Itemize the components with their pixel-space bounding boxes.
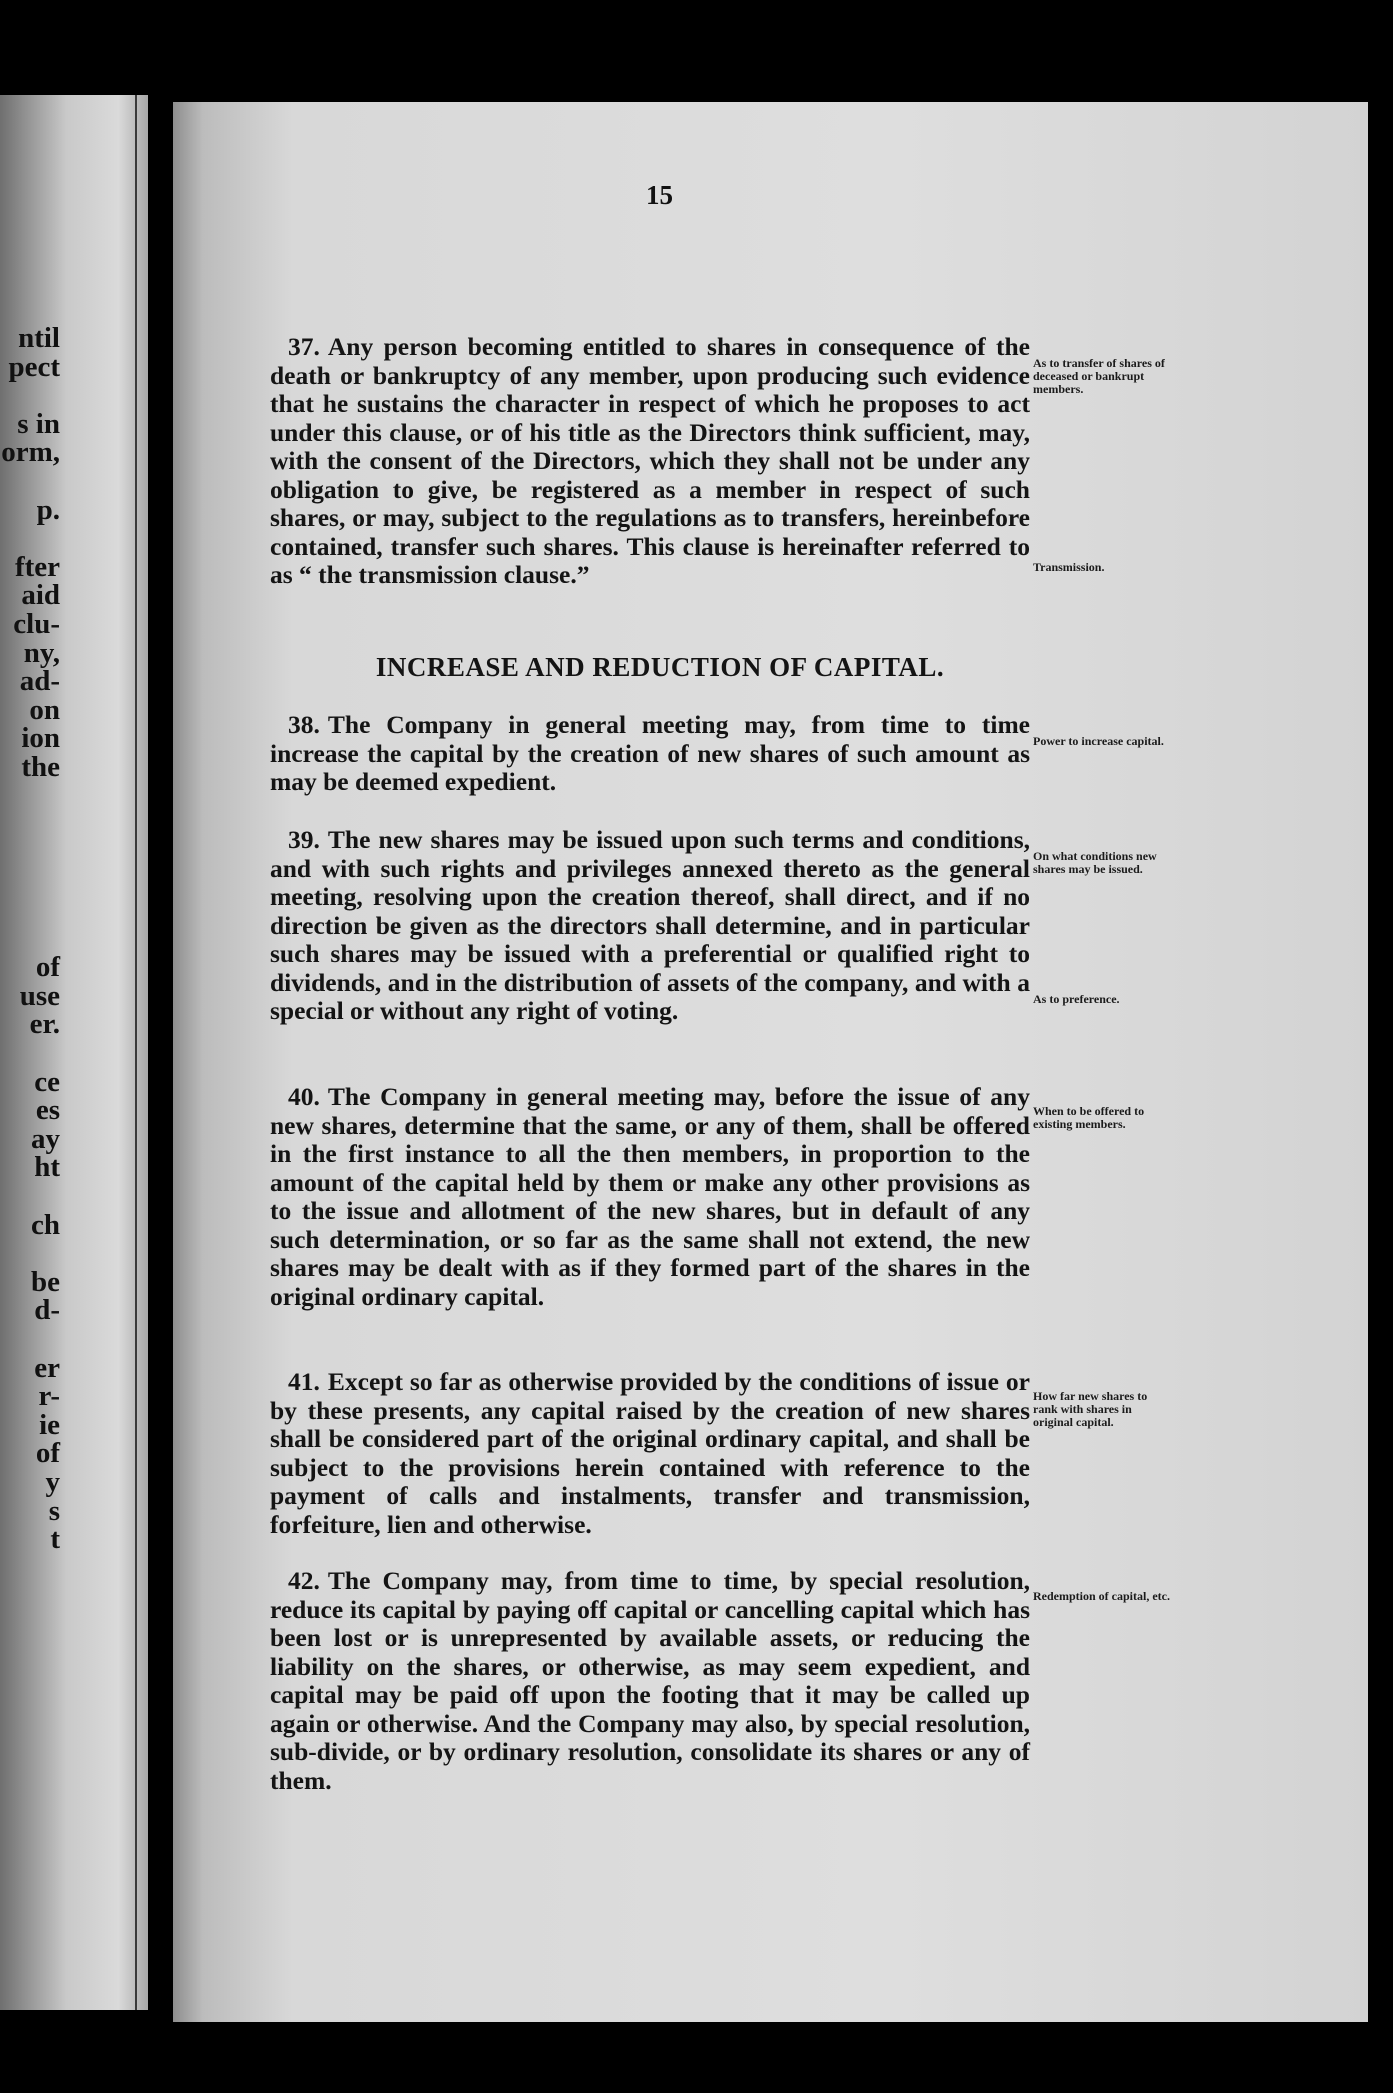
left-page-fragment: be	[31, 1265, 60, 1298]
margin-note-offered-members: When to be offered to existing members.	[1033, 1104, 1145, 1131]
margin-note-redemption: Redemption of capital, etc.	[1033, 1589, 1170, 1603]
margin-note-increase-capital: Power to increase capital.	[1033, 734, 1164, 748]
left-page-fragment: ion	[21, 722, 60, 755]
page-gutter	[135, 95, 137, 2010]
clause-38	[270, 711, 1030, 797]
left-page-fragment: ce	[34, 1065, 60, 1098]
left-page-fragment: ht	[34, 1151, 60, 1184]
clause-37	[270, 333, 1030, 590]
left-page-fragment: clu-	[13, 608, 60, 640]
margin-note-rank-shares: How far new shares to rank with shares in original capital.	[1033, 1389, 1148, 1429]
clause-text: Any person becoming entitled to shares in consequence of the death or bankruptcy of any member, upon producing such evidence that he sustains the character in respect of which he proposes to act under this clause, or of his title as the Directors think sufficient, may, with the consent of the Directors, which they shall not be under any obligation to give, be registered as a member in respect of such shares, or may, subject to the regulations as to transfers, hereinbefore contained, transfer such shares. This clause is hereinafter referred to as “ the transmission clause.”	[270, 332, 1030, 589]
left-page-fragment: ay	[31, 1122, 60, 1155]
left-page-fragment: use	[19, 979, 60, 1012]
section-heading: INCREASE AND REDUCTION OF CAPITAL.	[375, 652, 945, 682]
left-page-fragment: of	[35, 951, 60, 984]
left-page-fragment: es	[35, 1094, 60, 1127]
left-page-fragment: ntil	[18, 322, 60, 354]
left-page-fragment: pect	[8, 350, 60, 383]
clause-number: 41.	[288, 1367, 320, 1396]
clause-text: The Company in general meeting may, before the issue of any new shares, determine that the same, or any of them, shall be offered in the first instance to all the then members, in proportion to the amount of the capital held by them or make any other provisions as to the issue and allotment of the new shares, but in default of any such determination, or so far as the same shall not extend, the new shares may be dealt with as if they formed part of the shares in the original ordinary capital.	[270, 1082, 1030, 1311]
clause-text: Except so far as otherwise provided by the conditions of issue or by these presents, any capital raised by the creation of new shares shall be considered part of the original ordinary capital, and shall be subject to the provisions herein contained with reference to the payment of calls and instalments, transfer and transmission, forfeiture, lien and otherwise.	[270, 1367, 1030, 1539]
margin-note-preference: As to preference.	[1033, 992, 1120, 1006]
left-page-fragment: of	[35, 1437, 60, 1470]
clause-42	[270, 1567, 1030, 1795]
left-page-fragment: on	[29, 693, 60, 726]
clause-number: 40.	[288, 1082, 320, 1111]
clause-text: The new shares may be issued upon such terms and conditions, and with such rights and privileges annexed thereto as the general meeting, resolving upon the creation thereof, shall direct, and if no direction be given as the directors shall determine, and in particular such shares may be issued with a preferential or qualified right to dividends, and in the distribution of assets of the company, and with a special or without any right of voting.	[270, 825, 1030, 1025]
clause-39	[270, 826, 1030, 1026]
left-page-fragment: y	[45, 1466, 60, 1498]
left-page-fragment: t	[50, 1523, 60, 1556]
left-page-fragment: ch	[31, 1208, 60, 1241]
clause-number: 39.	[288, 825, 320, 854]
left-page-fragment: s in	[17, 407, 60, 440]
left-page-fragment: s	[48, 1494, 60, 1527]
left-page-fragment: er.	[29, 1008, 60, 1041]
left-page-fragment: r-	[38, 1380, 60, 1413]
left-page-fragment: fter	[14, 550, 60, 583]
clause-number: 42.	[288, 1566, 320, 1595]
clause-40	[270, 1083, 1030, 1311]
scan-border-right	[1368, 0, 1393, 2093]
margin-note-conditions: On what conditions new shares may be issued.	[1033, 849, 1157, 876]
left-page-fragment: orm,	[1, 436, 60, 469]
clause-number: 38.	[288, 710, 320, 739]
left-page-fragment: ny,	[23, 636, 60, 669]
left-page-fragment: ie	[39, 1408, 60, 1441]
clause-text: The Company in general meeting may, from time to time increase the capital by the creation of new shares of such amount as may be deemed expedient.	[270, 710, 1030, 796]
margin-note-transmission: Transmission.	[1033, 560, 1105, 574]
left-page-fragment: er	[34, 1351, 60, 1384]
left-page-fragment: the	[21, 751, 60, 783]
left-page-fragment: d-	[34, 1294, 60, 1327]
margin-note-transfer-deceased: As to transfer of shares of deceased or bankrupt members.	[1033, 356, 1165, 396]
page-number: 15	[646, 180, 673, 210]
clause-number: 37.	[288, 332, 320, 361]
clause-41	[270, 1368, 1030, 1539]
left-page-fragment: ad-	[19, 665, 60, 698]
clause-text: The Company may, from time to time, by special resolution, reduce its capital by paying off capital or cancelling capital which has been lost or is unrepresented by available assets, or reducing the liability on the shares, or otherwise, as may seem expedient, and capital may be paid off upon the footing that it may be called up again or otherwise. And the Company may also, by special resolution, sub-divide, or by ordinary resolution, consolidate its shares or any of them.	[270, 1566, 1030, 1795]
left-page-fragment: aid	[21, 579, 60, 612]
left-page-fragment: p.	[36, 493, 60, 526]
